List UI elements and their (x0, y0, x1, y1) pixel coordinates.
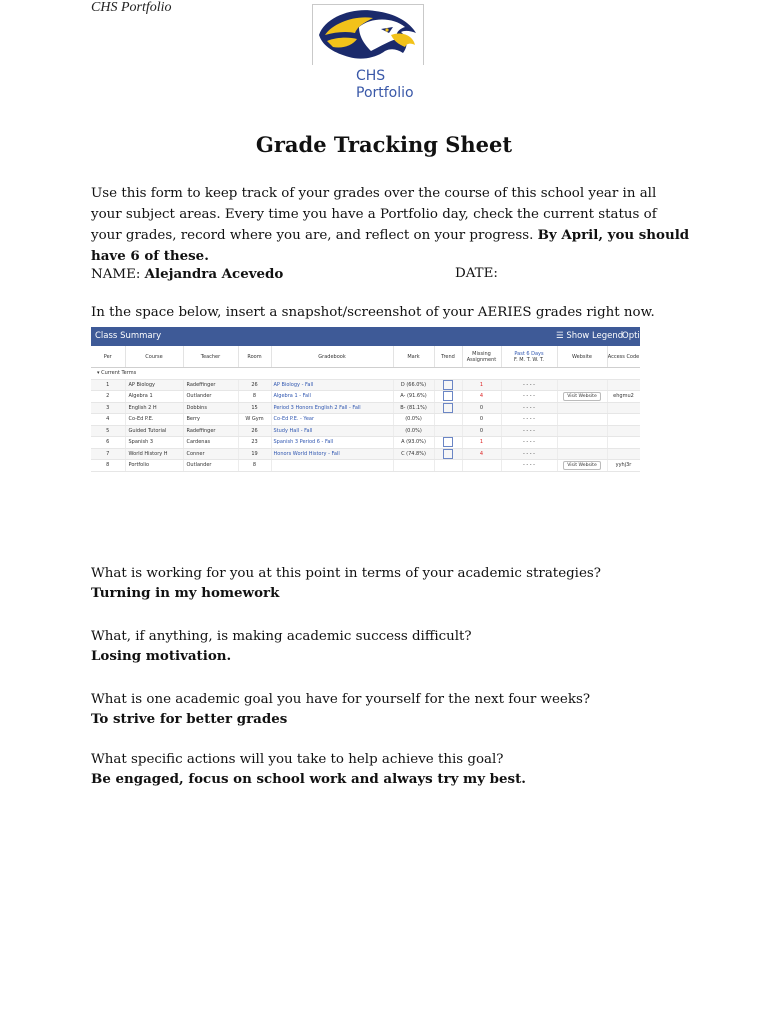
trend-chart-icon[interactable] (443, 403, 453, 413)
question-3: What is one academic goal you have for yourself for the next four weeks? (91, 692, 590, 707)
col-trend: Trend (434, 346, 462, 368)
question-4: What specific actions will you take to help achieve this goal? (91, 752, 504, 767)
cell-per: 2 (91, 391, 125, 403)
cell-course: Algebra 1 (125, 391, 183, 403)
table-row (91, 460, 640, 472)
cell-website (557, 414, 607, 426)
cell-trend (434, 460, 462, 472)
show-legend-button[interactable] (556, 327, 623, 346)
cell-past-days: - - - - (501, 379, 557, 391)
cell-mark: C (74.8%) (393, 448, 434, 460)
grades-screenshot (91, 327, 640, 487)
cell-missing: 0 (462, 402, 501, 414)
cell-teacher: Radeffinger (183, 425, 238, 437)
cell-mark: B- (81.1%) (393, 402, 434, 414)
question-block-3 (91, 692, 731, 727)
cell-mark: A- (91.6%) (393, 391, 434, 403)
cell-trend[interactable] (434, 448, 462, 460)
cell-access-code (607, 379, 640, 391)
options-button[interactable]: Opti (622, 331, 640, 341)
table-row (91, 391, 640, 403)
cell-room: W Gym (238, 414, 271, 426)
cell-teacher: Cardenas (183, 437, 238, 449)
cell-gradebook[interactable]: Period 3 Honors English 2 Fall - Fall (271, 402, 393, 414)
question-block-1 (91, 566, 731, 601)
cell-access-code (607, 402, 640, 414)
cell-teacher: Conner (183, 448, 238, 460)
cell-per: 3 (91, 402, 125, 414)
eagle-logo-graphic (313, 5, 423, 65)
cell-website (557, 460, 607, 472)
col-website: Website (557, 346, 607, 368)
cell-trend (434, 414, 462, 426)
cell-room: 23 (238, 437, 271, 449)
cell-past-days: - - - - (501, 460, 557, 472)
cell-gradebook[interactable]: AP Biology - Fall (271, 379, 393, 391)
cell-trend[interactable] (434, 437, 462, 449)
answer-4: Be engaged, focus on school work and always try my best. (91, 771, 526, 787)
eagle-logo (312, 4, 424, 65)
cell-access-code: yyhj3r (607, 460, 640, 472)
question-2: What, if anything, is making academic success difficult? (91, 629, 472, 644)
cell-gradebook[interactable]: Honors World History - Fall (271, 448, 393, 460)
cell-website (557, 448, 607, 460)
cell-website (557, 379, 607, 391)
header-title: CHS Portfolio (91, 0, 172, 15)
cell-missing: 1 (462, 379, 501, 391)
cell-per: 8 (91, 460, 125, 472)
cell-mark (393, 460, 434, 472)
cell-course: Portfolio (125, 460, 183, 472)
cell-teacher: Dobbins (183, 402, 238, 414)
col-per: Per (91, 346, 125, 368)
grades-header-row (91, 346, 640, 368)
name-label: NAME: (91, 267, 141, 282)
cell-gradebook (271, 460, 393, 472)
cell-per: 1 (91, 379, 125, 391)
col-missing: Missing Assignment (462, 346, 501, 368)
trend-chart-icon[interactable] (443, 437, 453, 447)
show-legend-label: Show Legend (566, 331, 624, 341)
class-summary-bar (91, 327, 640, 346)
trend-chart-icon[interactable] (443, 380, 453, 390)
cell-per: 4 (91, 414, 125, 426)
cell-mark: (0.0%) (393, 425, 434, 437)
cell-course: English 2 H (125, 402, 183, 414)
col-room: Room (238, 346, 271, 368)
cell-website (557, 437, 607, 449)
col-access-code: Access Code (607, 346, 640, 368)
table-row (91, 437, 640, 449)
question-block-2 (91, 629, 731, 664)
cell-access-code (607, 425, 640, 437)
col-mark: Mark (393, 346, 434, 368)
question-block-4 (91, 752, 731, 787)
visit-website-button[interactable]: Visit Website (563, 461, 601, 470)
section-label-text: Current Terms (101, 370, 137, 377)
cell-access-code (607, 437, 640, 449)
cell-gradebook[interactable]: Spanish 3 Period 6 - Fall (271, 437, 393, 449)
logo-caption-line1: CHS (356, 68, 386, 84)
table-row (91, 425, 640, 437)
cell-past-days: - - - - (501, 414, 557, 426)
cell-mark: D (66.0%) (393, 379, 434, 391)
table-row (91, 379, 640, 391)
cell-course: Guided Tutorial (125, 425, 183, 437)
cell-mark: (0.0%) (393, 414, 434, 426)
cell-mark: A (93.0%) (393, 437, 434, 449)
class-summary-title: Class Summary (95, 331, 162, 341)
table-row (91, 414, 640, 426)
cell-per: 6 (91, 437, 125, 449)
trend-chart-icon[interactable] (443, 449, 453, 459)
visit-website-button[interactable]: Visit Website (563, 392, 601, 401)
col-teacher: Teacher (183, 346, 238, 368)
table-row (91, 402, 640, 414)
cell-per: 7 (91, 448, 125, 460)
cell-missing: 0 (462, 425, 501, 437)
cell-missing: 4 (462, 391, 501, 403)
cell-trend (434, 425, 462, 437)
cell-gradebook[interactable]: Study Hall - Fall (271, 425, 393, 437)
cell-access-code (607, 448, 640, 460)
cell-course: AP Biology (125, 379, 183, 391)
question-1: What is working for you at this point in terms of your academic strategies? (91, 566, 601, 581)
cell-room: 19 (238, 448, 271, 460)
answer-3: To strive for better grades (91, 711, 288, 727)
col-course: Course (125, 346, 183, 368)
cell-missing (462, 460, 501, 472)
cell-past-days: - - - - (501, 425, 557, 437)
logo-caption (356, 68, 414, 102)
table-row (91, 448, 640, 460)
cell-past-days: - - - - (501, 391, 557, 403)
cell-missing: 4 (462, 448, 501, 460)
col-past-days (501, 346, 557, 368)
col-gradebook: Gradebook (271, 346, 393, 368)
cell-course: Spanish 3 (125, 437, 183, 449)
cell-room: 15 (238, 402, 271, 414)
cell-website (557, 425, 607, 437)
cell-past-days: - - - - (501, 437, 557, 449)
list-icon: ☰ (556, 331, 564, 341)
trend-chart-icon[interactable] (443, 391, 453, 401)
section-row[interactable] (91, 368, 640, 380)
cell-trend[interactable] (434, 379, 462, 391)
cell-teacher: Radeffinger (183, 379, 238, 391)
cell-room: 26 (238, 379, 271, 391)
past-days-sub: F. M. T. W. T. (514, 356, 544, 363)
date-label: DATE: (455, 266, 498, 281)
page-title: Grade Tracking Sheet (255, 132, 513, 157)
cell-gradebook[interactable]: Algebra 1 - Fall (271, 391, 393, 403)
name-line (91, 266, 283, 282)
cell-room: 8 (238, 391, 271, 403)
cell-website (557, 402, 607, 414)
snapshot-instruction: In the space below, insert a snapshot/screenshot of your AERIES grades right now. (91, 305, 655, 320)
cell-trend[interactable] (434, 402, 462, 414)
answer-2: Losing motivation. (91, 648, 232, 664)
cell-teacher: Berry (183, 414, 238, 426)
cell-course: World History H (125, 448, 183, 460)
logo-caption-line2: Portfolio (356, 85, 414, 101)
cell-missing: 0 (462, 414, 501, 426)
cell-course: Co-Ed P.E. (125, 414, 183, 426)
cell-past-days: - - - - (501, 448, 557, 460)
cell-gradebook[interactable]: Co-Ed P.E. - Year (271, 414, 393, 426)
intro-paragraph (91, 183, 691, 267)
intro-text: Use this form to keep track of your grades over the course of this school year in all your subject areas. Every time you have a Portfolio day, check the current status of your grades, record where you are, and reflect on your progress. (91, 186, 657, 243)
intro-emphasis: By April, you should have 6 of these. (91, 227, 690, 264)
cell-teacher: Outlander (183, 391, 238, 403)
cell-access-code: ehgmu2 (607, 391, 640, 403)
cell-website (557, 391, 607, 403)
cell-room: 26 (238, 425, 271, 437)
name-value: Alejandra Acevedo (144, 266, 284, 282)
cell-teacher: Outlander (183, 460, 238, 472)
section-label: ▾ Current Terms (91, 368, 640, 380)
cell-missing: 1 (462, 437, 501, 449)
cell-room: 8 (238, 460, 271, 472)
answer-1: Turning in my homework (91, 585, 280, 601)
cell-access-code (607, 414, 640, 426)
past-days-title: Past 6 Days (514, 350, 544, 357)
cell-per: 5 (91, 425, 125, 437)
cell-trend[interactable] (434, 391, 462, 403)
cell-past-days: - - - - (501, 402, 557, 414)
grades-table (91, 346, 640, 472)
